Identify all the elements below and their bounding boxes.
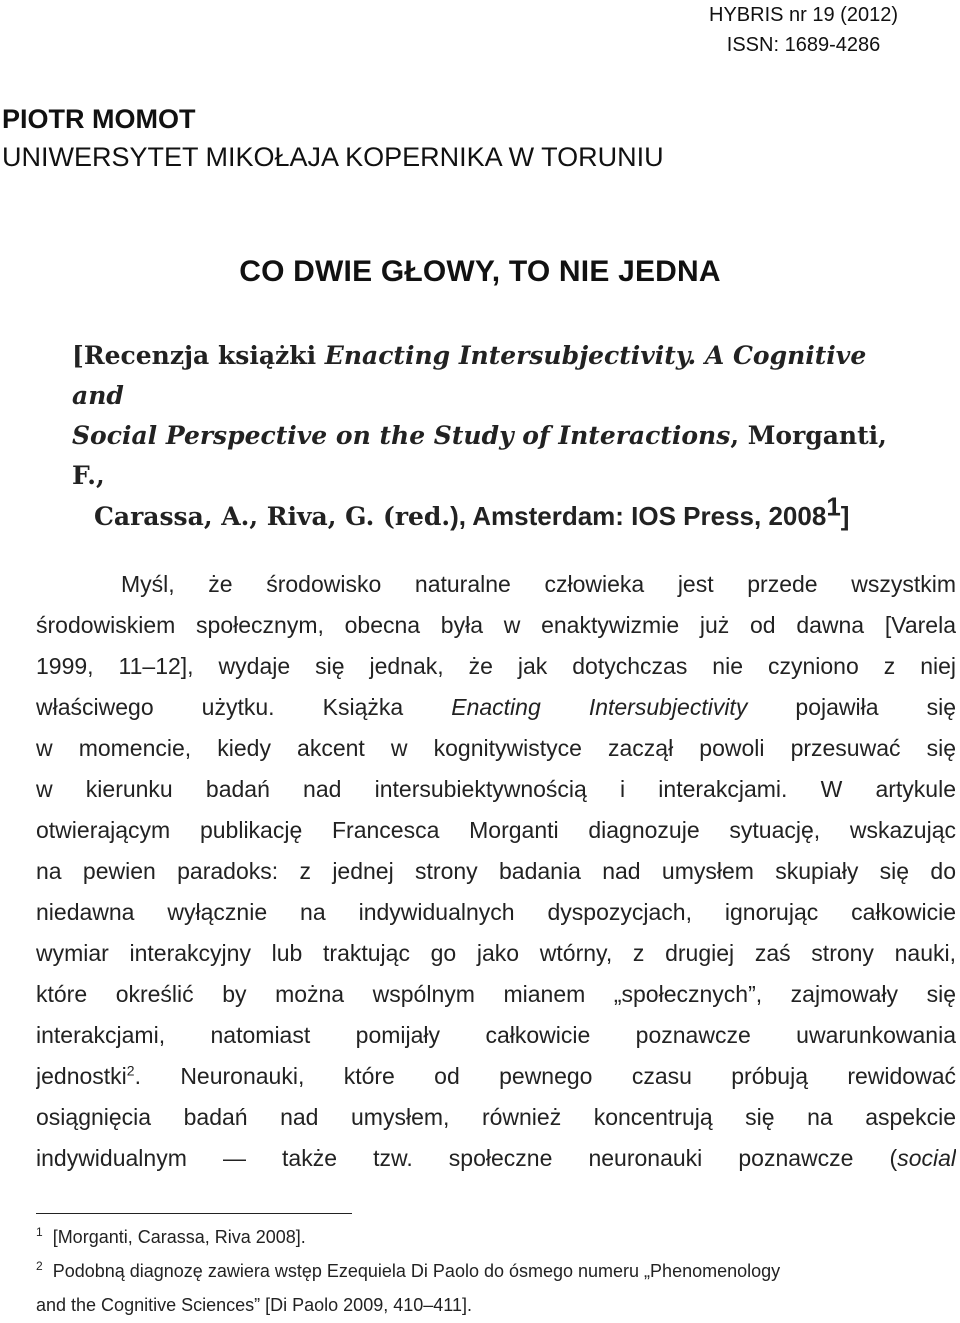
footnote-number: 2 — [36, 1259, 43, 1273]
body-line: wymiar interakcyjny lub traktując go jako wtórny, z drugiej zaś strony nauki, — [36, 940, 956, 966]
footnotes — [36, 1220, 956, 1322]
author-name: PIOTR MOMOT — [2, 104, 196, 134]
review-subtitle — [72, 336, 902, 537]
subtitle-line-3: Carassa, A., Riva, G. (red.), Amsterdam: IOS Press, 2008$^1$] — [94, 491, 850, 531]
body-line: Myśl, że środowisko naturalne człowieka jest przede wszystkim — [121, 571, 956, 597]
body-line: 1999, 11–12], wydaje się jednak, że jak dotychczas nie czyniono z niej — [36, 653, 956, 679]
body-line: jednostki$^2$. Neuronauki, które od pewnego czasu próbują rewidować — [36, 1062, 956, 1089]
book-title-italic: Enacting Intersubjectivity — [451, 694, 748, 720]
footnote-2-continued: and the Cognitive Sciences” [Di Paolo 2009, 410–411]. — [36, 1295, 472, 1315]
body-line: niedawna wyłącznie na indywidualnych dyspozycjach, ignorując całkowicie — [36, 899, 956, 925]
footnote-divider — [36, 1213, 352, 1214]
body-line: na pewien paradoks: z jednej strony badania nad umysłem skupiały się do — [36, 858, 956, 884]
body-line: w kierunku badań nad intersubiektywnością i interakcjami. W artykule — [36, 776, 956, 802]
article-title: CO DWIE GŁOWY, TO NIE JEDNA — [239, 255, 721, 288]
body-line: otwierającym publikację Francesca Morganti diagnozuje sytuację, wskazując — [36, 817, 956, 843]
footnote-1: $^1$ [Morganti, Carassa, Riva 2008]. — [36, 1225, 306, 1247]
footnote-number: 1 — [36, 1225, 43, 1239]
journal-header — [709, 0, 898, 60]
journal-issue: HYBRIS nr 19 (2012) — [709, 4, 898, 26]
footnote-ref-1[interactable]: 1 — [826, 491, 841, 522]
body-line: w momencie, kiedy akcent w kognitywistyce zaczął powoli przesuwać się — [36, 735, 956, 761]
body-line: środowiskiem społecznym, obecna była w enaktywizmie już od dawna [Varela — [36, 612, 956, 638]
author-block — [2, 100, 664, 176]
author-affiliation: UNIWERSYTET MIKOŁAJA KOPERNIKA W TORUNIU — [2, 142, 664, 172]
subtitle-line-1: [Recenzja książki Enacting Intersubjectivity. A Cognitive and — [72, 341, 867, 410]
body-paragraph — [36, 564, 956, 1179]
body-line: interakcjami, natomiast pomijały całkowicie poznawcze uwarunkowania — [36, 1022, 956, 1048]
journal-issn: ISSN: 1689-4286 — [726, 34, 881, 56]
subtitle-line-2: Social Perspective on the Study of Interactions, Morganti, F., — [72, 421, 887, 490]
body-line: właściwego użytku. Książka Enacting Intersubjectivity pojawiła się — [36, 694, 956, 720]
body-line: indywidualnym — także tzw. społeczne neuronauki poznawcze (social — [36, 1145, 956, 1171]
body-line: które określić by można wspólnym mianem „społecznych”, zajmowały się — [36, 981, 956, 1007]
footnote-2: $^2$ Podobną diagnozę zawiera wstęp Ezequiela Di Paolo do ósmego numeru „Phenomenology — [36, 1259, 781, 1281]
body-line: osiągnięcia badań nad umysłem, również koncentrują się na aspekcie — [36, 1104, 956, 1130]
footnote-ref-2[interactable]: 2 — [126, 1062, 135, 1079]
